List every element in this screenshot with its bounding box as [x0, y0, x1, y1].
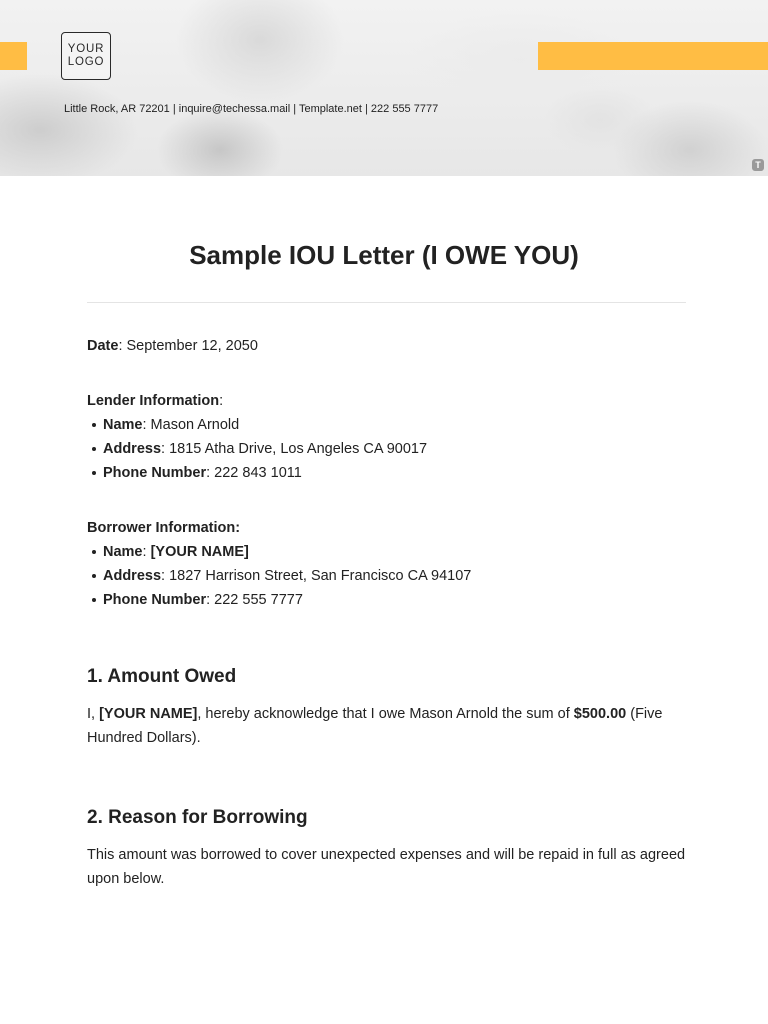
- list-item: Phone Number: 222 843 1011: [92, 461, 687, 485]
- section-heading-amount-owed: 1. Amount Owed: [87, 666, 237, 687]
- logo-line-2: LOGO: [67, 56, 105, 68]
- amount-owed-paragraph: I, [YOUR NAME], hereby acknowledge that I owe Mason Arnold the sum of $500.00 (Five Hundred Dollars).: [87, 706, 663, 746]
- list-item: Name: Mason Arnold: [92, 413, 687, 437]
- logo-line-1: YOUR: [67, 43, 105, 55]
- title-divider: [87, 302, 686, 303]
- document-body: [87, 334, 687, 891]
- lender-info-list: [87, 413, 687, 485]
- template-badge-icon: T: [752, 159, 764, 171]
- reason-paragraph: This amount was borrowed to cover unexpected expenses and will be repaid in full as agreed upon below.: [87, 847, 686, 887]
- document-title: Sample IOU Letter (I OWE YOU): [189, 240, 579, 270]
- list-item: Phone Number: 222 555 7777: [92, 588, 687, 612]
- list-item: Address: 1815 Atha Drive, Los Angeles CA 90017: [92, 437, 687, 461]
- lender-heading: Lender Information:: [87, 393, 224, 409]
- contact-info: Little Rock, AR 72201 | inquire@techessa.mail | Template.net | 222 555 7777: [64, 103, 439, 115]
- accent-bar-left: [0, 42, 27, 70]
- date-line: [87, 334, 687, 358]
- list-item: Name: [YOUR NAME]: [92, 540, 687, 564]
- list-item: Address: 1827 Harrison Street, San Francisco CA 94107: [92, 564, 687, 588]
- borrower-heading: Borrower Information:: [87, 520, 241, 536]
- date-value: : September 12, 2050: [118, 338, 258, 354]
- borrower-info-list: [87, 540, 687, 612]
- section-heading-reason: 2. Reason for Borrowing: [87, 807, 308, 828]
- date-label: Date: [87, 338, 119, 354]
- header-banner: [0, 0, 768, 176]
- company-logo: [61, 32, 111, 80]
- accent-bar-right: [538, 42, 768, 70]
